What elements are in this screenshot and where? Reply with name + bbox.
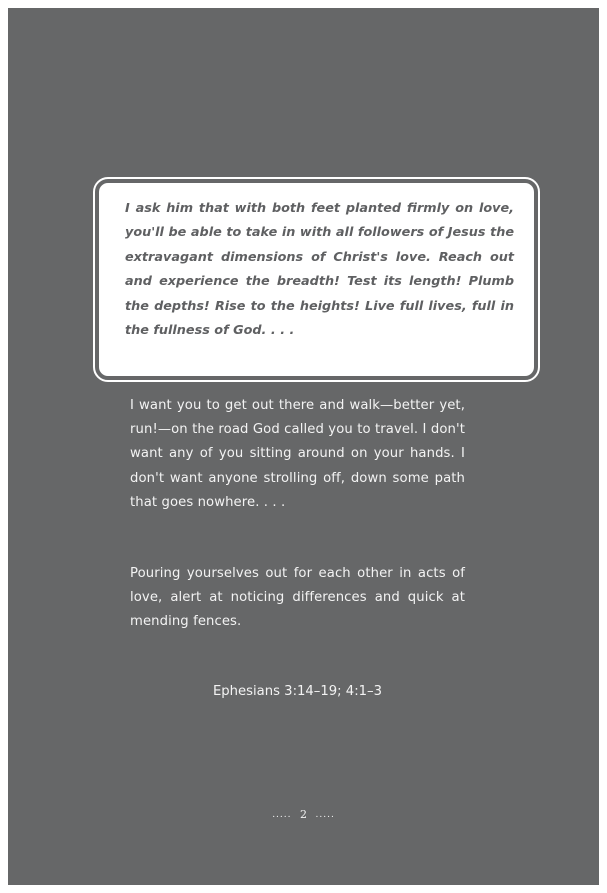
page-footer — [8, 808, 599, 821]
page-number: 2 — [300, 808, 307, 821]
quote-box — [96, 180, 537, 379]
quote-text: I ask him that with both feet planted firmly on love, you'll be able to take in with all followers of Jesus the extravagant dimensions of Christ's love. Reach out and experience the breadth! Test its length! Plumb the depths! Rise to the heights! Live full lives, full in the fullness of God. . . . — [125, 201, 514, 339]
footer-dots-right: ..... — [315, 810, 335, 820]
paragraph-2: Pouring yourselves out for each other in acts of love, alert at noticing differences and quick at mending fences. — [130, 566, 465, 630]
footer-dots-left: ..... — [272, 810, 292, 820]
book-page — [8, 8, 599, 885]
scripture-reference: Ephesians 3:14–19; 4:1–3 — [212, 684, 383, 699]
paragraph-1: I want you to get out there and walk—better yet, run!—on the road God called you to travel. I don't want any of you sitting around on your hands. I don't want anyone strolling off, down some path that goes nowhere. . . . — [130, 398, 465, 510]
